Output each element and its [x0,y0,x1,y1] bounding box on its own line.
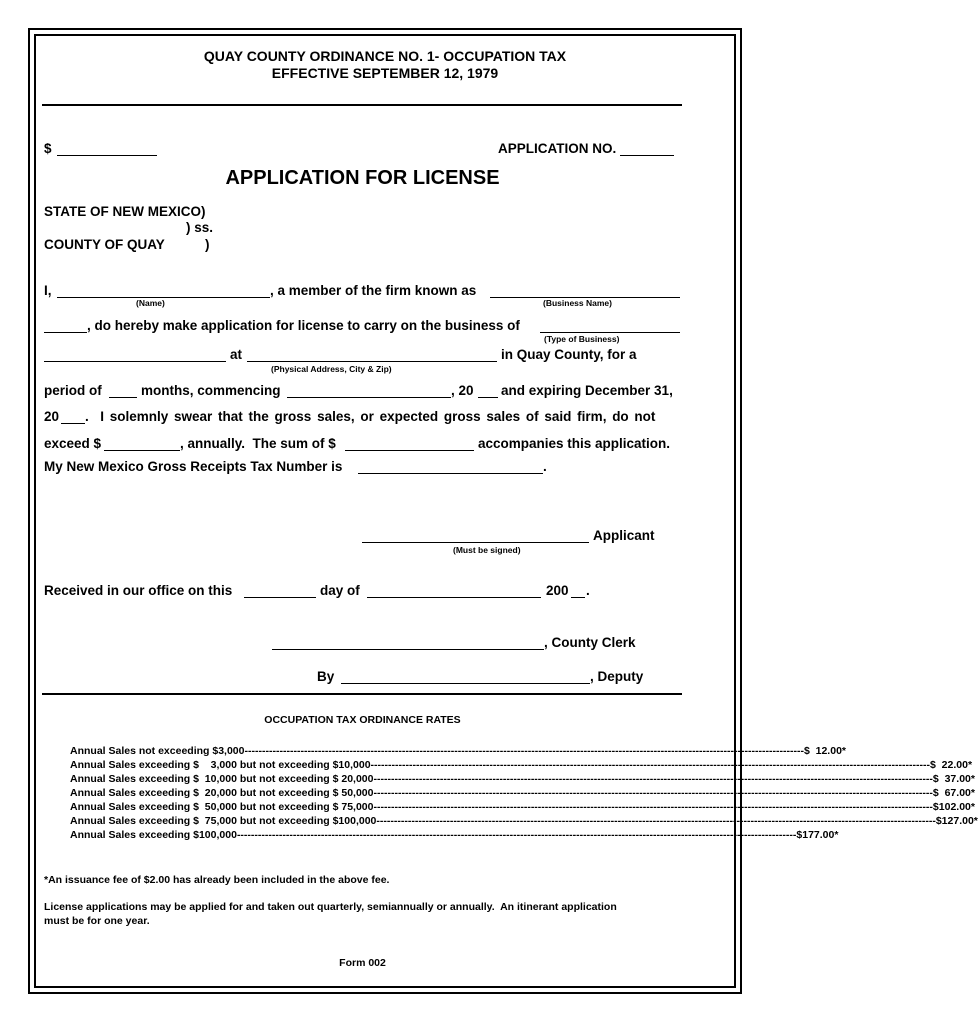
received-year-field[interactable] [571,597,585,598]
form-number: Form 002 [339,957,386,969]
issuance-note: *An issuance fee of $2.00 has already been included in the above fee. [44,874,390,886]
received-month-field[interactable] [367,597,541,598]
rate-label: Annual Sales not exceeding $3,000 [70,745,245,757]
annually-text: , annually. The sum of $ [180,436,336,451]
rate-amount: $ 37.00* [932,773,975,785]
commencing-date-field[interactable] [287,397,451,398]
rate-leader: ---------------------------------------------------------------------------------------------------------------------------------------------------------------- [244,745,804,757]
business-name-caption: (Business Name) [543,298,612,308]
header-rule [42,104,682,106]
ss-line: ) ss. [186,220,214,235]
exceed-label: exceed $ [44,436,102,451]
must-sign-caption: (Must be signed) [453,545,521,555]
rate-leader: ---------------------------------------------------------------------------------------------------------------------------------------------------------------- [376,815,936,827]
rate-row [70,759,973,771]
form-title: APPLICATION FOR LICENSE [225,167,500,189]
type-of-business-field[interactable] [540,332,680,333]
rate-leader: ---------------------------------------------------------------------------------------------------------------------------------------------------------------- [370,759,930,771]
months-field[interactable] [109,397,137,398]
i-label: I, [44,283,52,298]
commencing-text: months, commencing [141,383,281,398]
effective-date: EFFECTIVE SEPTEMBER 12, 1979 [271,65,499,81]
rate-amount: $177.00* [796,829,839,841]
rate-label: Annual Sales exceeding $100,000 [70,829,237,841]
name-caption: (Name) [136,298,165,308]
rate-label: Annual Sales exceeding $ 3,000 but not exceeding $10,000 [70,759,371,771]
county-line: COUNTY OF QUAY [44,237,165,252]
accompanies-text: accompanies this application. [478,436,671,451]
rate-amount: $ 67.00* [932,787,975,799]
rate-row [70,815,978,827]
rate-row [70,801,975,813]
applications-note-line1: License applications may be applied for and taken out quarterly, semiannually or annually. An itinerant application [44,901,617,913]
state-line: STATE OF NEW MEXICO) [44,204,206,219]
received-day-field[interactable] [244,597,316,598]
day-of-label: day of [320,583,360,598]
rate-row [70,745,846,757]
rate-row [70,773,975,785]
label-20: 20 [44,409,60,424]
expiring-year-field[interactable] [61,423,85,424]
gross-sales-field[interactable] [104,450,180,451]
rate-amount: $102.00* [932,801,975,813]
address-field[interactable] [247,361,497,362]
county-text: in Quay County, for a [501,347,637,362]
tax-number-label: My New Mexico Gross Receipts Tax Number is [44,459,343,474]
county-clerk-field[interactable] [272,649,544,650]
applicant-label: Applicant [593,528,655,543]
application-text: , do hereby make application for license to carry on the business of [87,318,520,333]
comma-20: , 20 [451,383,474,398]
dollar-sign: $ [44,141,52,156]
deputy-field[interactable] [341,683,590,684]
rate-amount: $ 22.00* [930,759,973,771]
tax-number-field[interactable] [358,473,543,474]
rate-row [70,787,975,799]
rate-leader: ---------------------------------------------------------------------------------------------------------------------------------------------------------------- [373,773,933,785]
rate-leader: ---------------------------------------------------------------------------------------------------------------------------------------------------------------- [373,801,933,813]
rate-amount: $ 12.00* [803,745,846,757]
application-no-field[interactable] [620,155,674,156]
by-label: By [317,669,335,684]
county-paren: ) [205,237,210,252]
tax-number-period: . [543,459,547,474]
type-caption: (Type of Business) [544,334,620,344]
sum-field[interactable] [345,450,474,451]
rates-rule [42,693,682,695]
period-label: period of [44,383,102,398]
rate-label: Annual Sales exceeding $ 50,000 but not exceeding $ 75,000 [70,801,374,813]
at-label: at [230,347,243,362]
rate-label: Annual Sales exceeding $ 20,000 but not exceeding $ 50,000 [70,787,374,799]
rate-label: Annual Sales exceeding $ 75,000 but not exceeding $100,000 [70,815,377,827]
ordinance-title: QUAY COUNTY ORDINANCE NO. 1- OCCUPATION TAX [203,48,567,64]
application-no-label: APPLICATION NO. [498,141,617,156]
rates-heading: OCCUPATION TAX ORDINANCE RATES [264,714,461,726]
applicant-signature-field[interactable] [362,542,589,543]
rate-row [70,829,839,841]
rate-label: Annual Sales exceeding $ 10,000 but not exceeding $ 20,000 [70,773,374,785]
address-caption: (Physical Address, City & Zip) [271,364,392,374]
swear-text: . I solemnly swear that the gross sales, or expected gross sales of said firm, do not [85,409,656,424]
rate-leader: ---------------------------------------------------------------------------------------------------------------------------------------------------------------- [236,829,797,841]
dollar-amount-field[interactable] [57,155,157,156]
member-text: , a member of the firm known as [270,283,477,298]
rate-leader: ---------------------------------------------------------------------------------------------------------------------------------------------------------------- [373,787,933,799]
county-clerk-label: , County Clerk [544,635,636,650]
expiring-text: and expiring December 31, [501,383,673,398]
rate-amount: $127.00* [935,815,978,827]
deputy-label: , Deputy [590,669,644,684]
year-label: 200 [546,583,569,598]
received-label: Received in our office on this [44,583,233,598]
applications-note-line2: must be for one year. [44,915,150,927]
type-cont-field[interactable] [44,361,226,362]
year-period: . [586,583,590,598]
commencing-year-field[interactable] [478,397,498,398]
business-name-cont-field[interactable] [44,332,87,333]
